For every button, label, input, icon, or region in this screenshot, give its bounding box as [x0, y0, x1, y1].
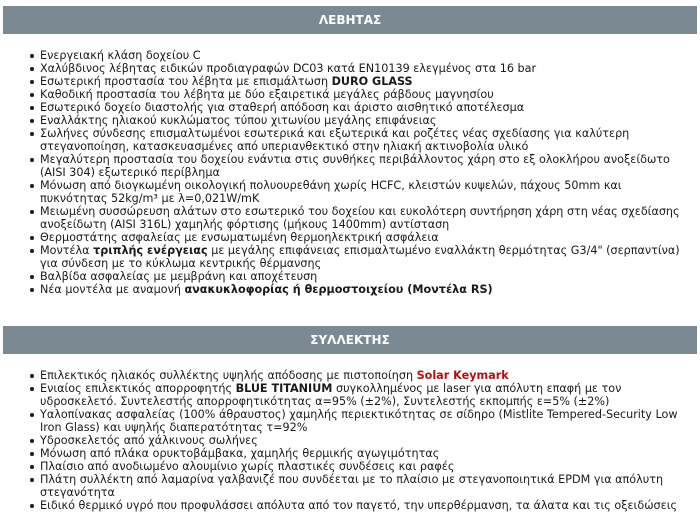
list-item: Μεγαλύτερη προστασία του δοχείου ενάντια στις συνθήκες περιβάλλοντος χάρη στο εξ ολοκλήρου ανοξείδωτο (AISI 304) εξωτερικό περίβλημα	[40, 153, 690, 179]
list-item: Νέα μοντέλα με αναμονή ανακυκλοφορίας ή θερμοστοιχείου (Μοντέλα RS)	[40, 283, 690, 296]
boiler-feature-list	[0, 49, 690, 296]
list-item: Βαλβίδα ασφαλείας με μεμβράνη και αποχέτευση	[40, 270, 690, 283]
list-item: Μόνωση από διογκωμένη οικολογική πολυουρεθάνη χωρίς HCFC, κλειστών κυψελών, πάχους 50mm και πυκνότητας 52kg/m³ με λ=0,021W/mK	[40, 179, 690, 205]
boiler-section-header: ΛΕΒΗΤΑΣ	[3, 6, 697, 34]
list-item: Θερμοστάτης ασφαλείας με ενσωματωμένη θερμοηλεκτρική ασφάλεια	[40, 231, 690, 244]
list-item: Μοντέλα τριπλής ενέργειας με μεγάλης επιφάνειας επισμαλτωμένο εναλλάκτη θερμότητας G3/4" (σερπαντίνα) για σύνδεση με το κύκλωμα κεντρικής θέρμανσης	[40, 244, 690, 270]
list-item: Εναλλάκτης ηλιακού κυκλώματος τύπου χιτωνίου μεγάλης επιφάνειας	[40, 114, 690, 127]
certification-highlight: Solar Keymark	[416, 369, 509, 382]
list-item: Επιλεκτικός ηλιακός συλλέκτης υψηλής απόδοσης με πιστοποίηση Solar Keymark	[40, 369, 690, 382]
list-item: Εσωτερική προστασία του λέβητα με επισμάλτωση DURO GLASS	[40, 75, 690, 88]
highlight-text: BLUE TITANIUM	[235, 382, 333, 395]
list-item: Πλαίσιο από ανοδιωμένο αλουμίνιο χωρίς πλαστικές συνδέσεις και ραφές	[40, 460, 690, 473]
list-item: Μειωμένη συσσώρευση αλάτων στο εσωτερικό του δοχείου και ευκολότερη συντήρηση χάρη στη νέας σχεδίασης ανοξείδωτη (AISI 316L) χαμηλής φόρτισης (μήκους 1400mm) αντίσταση	[40, 205, 690, 231]
list-item: Σωλήνες σύνδεσης επισμαλτωμένοι εσωτερικά και εξωτερικά και ροζέτες νέας σχεδίασης για καλύτερη στεγανοποίηση, κατασκευασμένες από υπεριανθεκτικό στην ηλιακή ακτινοβολία υλικό	[40, 127, 690, 153]
highlight-text: τριπλής ενέργειας	[93, 244, 208, 257]
list-item: Ενεργειακή κλάση δοχείου C	[40, 49, 690, 62]
highlight-text: DURO GLASS	[331, 75, 413, 88]
collector-feature-list	[0, 369, 690, 512]
collector-section-header: ΣΥΛΛΕΚΤΗΣ	[3, 326, 697, 354]
list-item: Καθοδική προστασία του λέβητα με δύο εξαιρετικά μεγάλες ράβδους μαγνησίου	[40, 88, 690, 101]
list-item: Πλάτη συλλέκτη από λαμαρίνα γαλβανιζέ που συνδέεται με το πλαίσιο με στεγανοποιητικά EPDM για απόλυτη στεγανότητα	[40, 473, 690, 499]
list-item: Υαλοπίνακας ασφαλείας (100% άθραυστος) χαμηλής περιεκτικότητας σε σίδηρο (Mistlite Tempered-Security Low Iron Glass) και υψηλής διαπερατότητας τ=92%	[40, 408, 690, 434]
list-item: Μόνωση από πλάκα ορυκτοβάμβακα, χαμηλής θερμικής αγωγιμότητας	[40, 447, 690, 460]
list-item: Χαλύβδινος λέβητας ειδικών προδιαγραφών DC03 κατά EN10139 ελεγμένος στα 16 bar	[40, 62, 690, 75]
list-item: Ενιαίος επιλεκτικός απορροφητής BLUE TITANIUM συγκολλημένος με laser για απόλυτη επαφή με τον υδροσκελετό. Συντελεστής απορροφητικότητας α=95% (±2%), Συντελεστής εκπομπής ε=5% (±2%)	[40, 382, 690, 408]
list-item: Υδροσκελετός από χάλκινους σωλήνες	[40, 434, 690, 447]
list-item: Ειδικό θερμικό υγρό που προφυλάσσει απόλυτα από τον παγετό, την υπερθέρμανση, τα άλατα και τις οξειδώσεις	[40, 499, 690, 512]
list-item: Εσωτερικό δοχείο διαστολής για σταθερή απόδοση και άριστο αισθητικό αποτέλεσμα	[40, 101, 690, 114]
highlight-text: ανακυκλοφορίας ή θερμοστοιχείου (Μοντέλα RS)	[184, 283, 493, 296]
